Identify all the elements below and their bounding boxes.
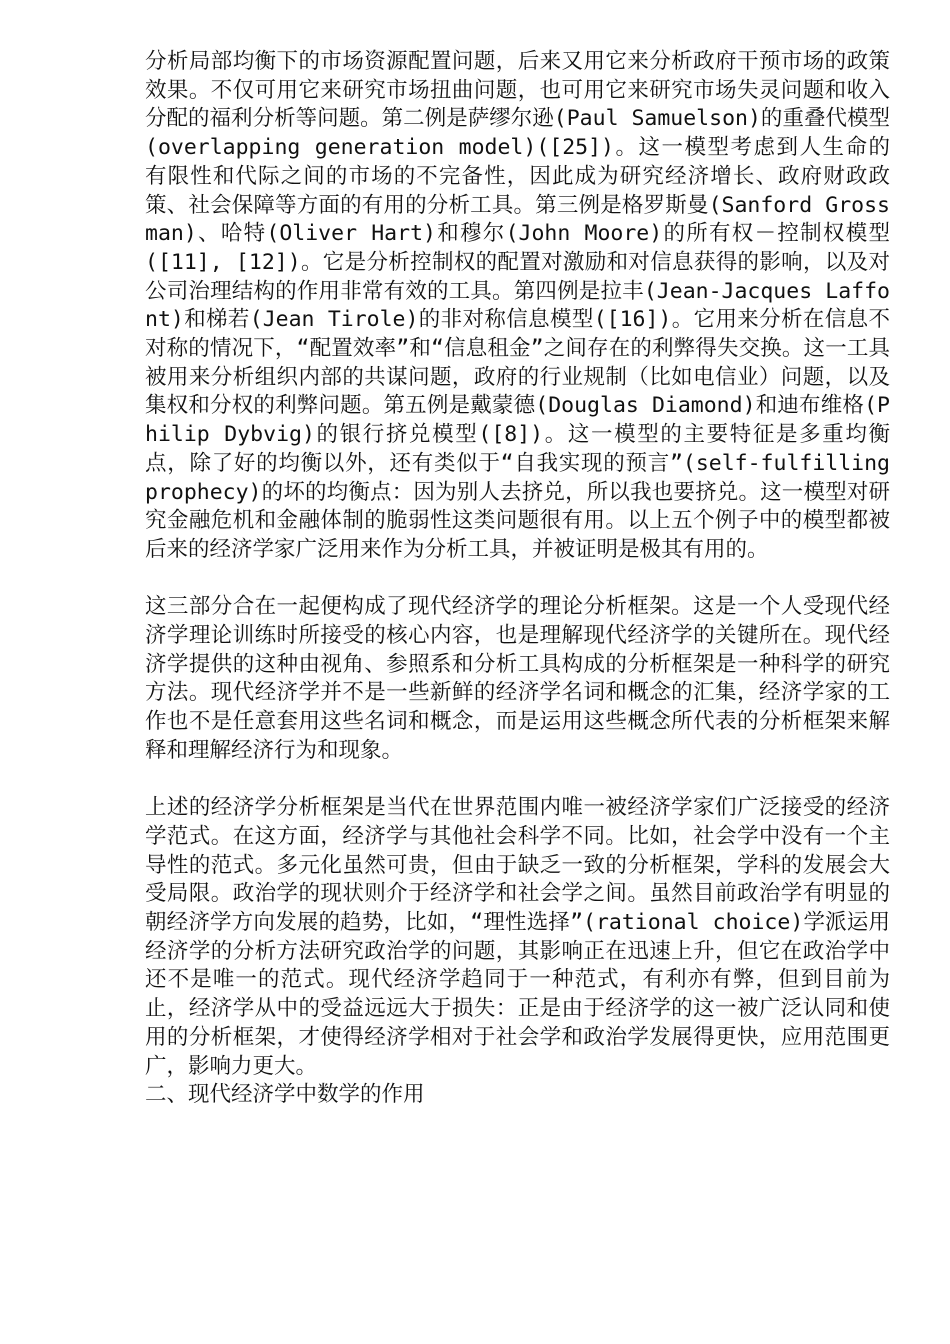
paragraph-analytical-framework: 这三部分合在一起便构成了现代经济学的理论分析框架。这是一个人受现代经济学理论训练时所接受的核心内容，也是理解现代经济学的关键所在。现代经济学提供的这种由视角、参照系和分析工具构成的分析框架是一种科学的研究方法。现代经济学并不是一些新鲜的经济学名词和概念的汇集，经济学家的工作也不是任意套用这些名词和概念，而是运用这些概念所代表的分析框架来解释和理解经济行为和现象。	[145, 594, 890, 763]
paragraph-models-examples: 分析局部均衡下的市场资源配置问题，后来又用它来分析政府干预市场的政策效果。不仅可用它来研究市场扭曲问题，也可用它来研究市场失灵问题和收入分配的福利分析等问题。第二例是萨缪尔逊(Paul Samuelson)的重叠代模型(overlapping generation model)([25])。这一模型考虑到人生命的有限性和代际之间的市场的不完备性，因此成为研究经济增长、政府财政政策、社会保障等方面的有用的分析工具。第三例是格罗斯曼(Sanford Grossman)、哈特(Oliver Hart)和穆尔(John Moore)的所有权－控制权模型([11], [12])。它是分析控制权的配置对激励和对信息获得的影响，以及对公司治理结构的作用非常有效的工具。第四例是拉丰(Jean-Jacques Laffont)和梯若(Jean Tirole)的非对称信息模型([16])。它用来分析在信息不对称的情况下，“配置效率”和“信息租金”之间存在的利弊得失交换。这一工具被用来分析组织内部的共谋问题，政府的行业规制（比如电信业）问题，以及集权和分权的利弊问题。第五例是戴蒙德(Douglas Diamond)和迪布维格(Philip Dybvig)的银行挤兑模型([8])。这一模型的主要特征是多重均衡点，除了好的均衡以外，还有类似于“自我实现的预言”(self-fulfilling prophecy)的坏的均衡点：因为别人去挤兑，所以我也要挤兑。这一模型对研究金融危机和金融体制的脆弱性这类问题很有用。以上五个例子中的模型都被后来的经济学家广泛用来作为分析工具，并被证明是极其有用的。	[145, 49, 890, 562]
paragraph-economics-paradigm: 上述的经济学分析框架是当代在世界范围内唯一被经济学家们广泛接受的经济学范式。在这方面，经济学与其他社会科学不同。比如，社会学中没有一个主导性的范式。多元化虽然可贵，但由于缺乏一致的分析框架，学科的发展会大受局限。政治学的现状则介于经济学和社会学之间。虽然目前政治学有明显的朝经济学方向发展的趋势，比如，“理性选择”(rational choice)学派运用经济学的分析方法研究政治学的问题，其影响正在迅速上升，但它在政治学中还不是唯一的范式。现代经济学趋同于一种范式，有利亦有弊，但到目前为止，经济学从中的受益远远大于损失：正是由于经济学的这一被广泛认同和使用的分析框架，才使得经济学相对于社会学和政治学发展得更快，应用范围更广，影响力更大。	[145, 795, 890, 1079]
section-heading: 二、现代经济学中数学的作用	[145, 1082, 425, 1108]
document-page	[145, 48, 890, 1110]
